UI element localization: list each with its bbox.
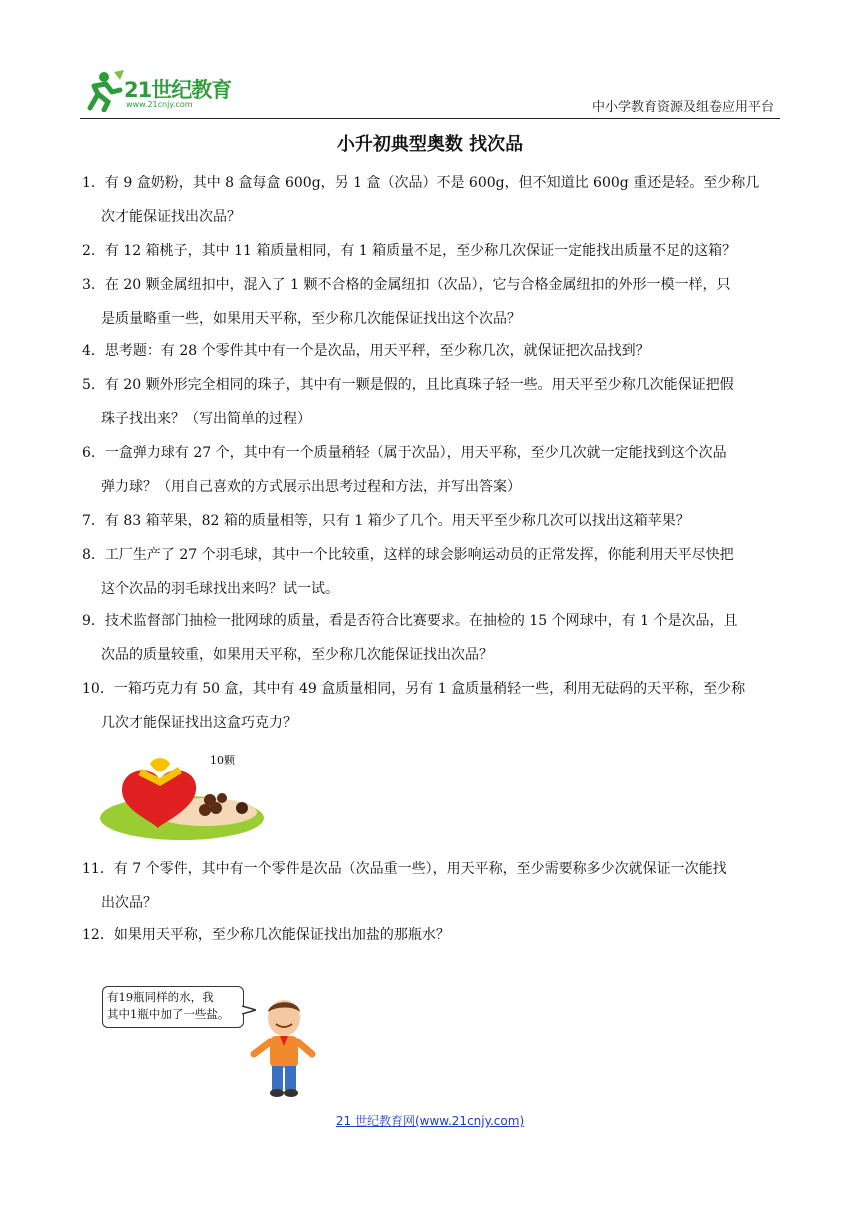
question-number: 8． xyxy=(82,547,105,563)
question-text: 如果用天平称，至少称几次能保证找出加盐的那瓶水？ xyxy=(113,927,450,943)
logo-url: www.21cnjy.com xyxy=(126,100,193,109)
question-number: 1． xyxy=(82,175,105,191)
speech-line: 有19瓶同样的水，我 xyxy=(107,990,214,1004)
question-number: 5． xyxy=(82,377,105,393)
boy-character-icon xyxy=(248,996,318,1098)
question-text: 有 9 盒奶粉，其中 8 盒每盒 600g，另 1 盒（次品）不是 600g，但不知道比 600g 重还是轻。至少称几 xyxy=(104,175,760,191)
chocolate-box-image xyxy=(100,750,270,842)
question-text: 一盒弹力球有 27 个，其中有一个质量稍轻（属于次品），用天平称，至少几次就一定能找到这个次品 xyxy=(104,445,727,461)
question-9 xyxy=(82,604,782,672)
question-text: 有 12 箱桃子，其中 11 箱质量相同，有 1 箱质量不足，至少称几次保证一定能找出质量不足的这箱？ xyxy=(104,243,737,259)
question-number: 10． xyxy=(82,681,114,697)
question-text-continued: 次品的质量较重，如果用天平称，至少称几次能保证找出次品？ xyxy=(101,647,493,663)
question-text: 有 20 颗外形完全相同的珠子，其中有一颗是假的，且比真珠子轻一些。用天平至少称几次能保证把假 xyxy=(104,377,734,393)
page-footer xyxy=(0,1112,860,1129)
question-text: 思考题：有 28 个零件其中有一个是次品，用天平秤，至少称几次，就保证把次品找到？ xyxy=(104,343,650,359)
question-text-continued: 这个次品的羽毛球找出来吗？试一试。 xyxy=(101,581,339,597)
question-text-continued: 出次品？ xyxy=(101,895,157,911)
question-text-continued: 次才能保证找出次品？ xyxy=(101,209,241,225)
question-text-continued: 弹力球？（用自己喜欢的方式展示出思考过程和方法，并写出答案） xyxy=(101,479,521,495)
question-text-continued: 是质量略重一些，如果用天平称，至少称几次能保证找出这个次品？ xyxy=(101,311,521,327)
question-number: 9． xyxy=(82,613,105,629)
runner-logo-icon xyxy=(80,68,124,112)
question-number: 6． xyxy=(82,445,105,461)
question-number: 12． xyxy=(82,927,114,943)
site-logo[interactable] xyxy=(80,68,250,112)
question-6 xyxy=(82,436,782,504)
question-2 xyxy=(82,234,782,268)
question-1 xyxy=(82,166,782,234)
question-text: 有 83 箱苹果，82 箱的质量相等，只有 1 箱少了几个。用天平至少称几次可以找出这箱苹果？ xyxy=(104,513,690,529)
question-3 xyxy=(82,268,782,336)
question-text: 有 7 个零件，其中有一个零件是次品（次品重一些），用天平称，至少需要称多少次就保证一次能找 xyxy=(113,861,727,877)
chocolate-count-label: 10颗 xyxy=(210,754,235,767)
question-10 xyxy=(82,672,782,740)
logo-text: 21世纪教育 xyxy=(124,78,232,102)
question-number: 11． xyxy=(82,861,114,877)
question-number: 3． xyxy=(82,277,105,293)
question-8 xyxy=(82,538,782,606)
question-text: 在 20 颗金属纽扣中，混入了 1 颗不合格的金属纽扣（次品），它与合格金属纽扣的外形一模一样，只 xyxy=(104,277,731,293)
question-7 xyxy=(82,504,782,538)
question-text: 技术监督部门抽检一批网球的质量，看是否符合比赛要求。在抽检的 15 个网球中，有 1 个是次品，且 xyxy=(104,613,738,629)
page-header xyxy=(80,66,780,119)
question-text: 一箱巧克力有 50 盒，其中有 49 盒质量相同，另有 1 盒质量稍轻一些，利用无砝码的天平称，至少称 xyxy=(113,681,746,697)
question-11 xyxy=(82,852,782,920)
question-text-continued: 珠子找出来？（写出简单的过程） xyxy=(101,411,311,427)
speech-line: 其中1瓶中加了一些盐。 xyxy=(107,1007,230,1021)
footer-link[interactable]: 21 世纪教育网(www.21cnjy.com) xyxy=(335,1114,525,1128)
document-title: 小升初典型奥数 找次品 xyxy=(336,134,524,155)
platform-caption: 中小学教育资源及组卷应用平台 xyxy=(591,100,774,115)
salt-water-image xyxy=(100,978,320,1098)
question-text-continued: 几次才能保证找出这盒巧克力？ xyxy=(101,715,297,731)
question-12 xyxy=(82,918,782,952)
question-5 xyxy=(82,368,782,436)
question-text: 工厂生产了 27 个羽毛球，其中一个比较重，这样的球会影响运动员的正常发挥，你能利用天平尽快把 xyxy=(104,547,734,563)
speech-bubble xyxy=(102,986,244,1028)
question-number: 2． xyxy=(82,243,105,259)
question-number: 4． xyxy=(82,343,105,359)
question-number: 7． xyxy=(82,513,105,529)
question-4 xyxy=(82,334,782,368)
chocolate-illustration xyxy=(100,750,270,842)
